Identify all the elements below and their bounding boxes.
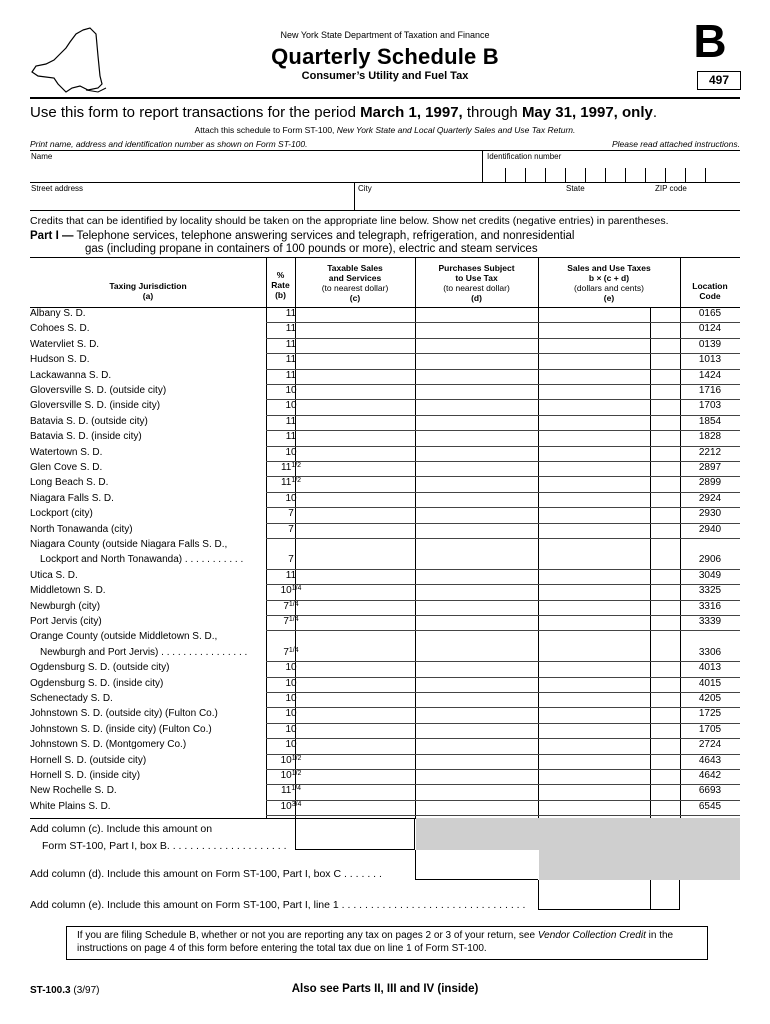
tax-rate: 7 (288, 523, 294, 535)
table-row (30, 477, 740, 492)
location-code: 1725 (698, 708, 722, 720)
taxes-cell[interactable] (539, 616, 659, 631)
taxable-sales-cell[interactable] (296, 785, 414, 800)
credits-note: Credits that can be identified by locality should be taken on the appropriate line below. Show net credits (negative entries) in parentheses. (30, 215, 669, 227)
table-row (30, 770, 740, 785)
location-code: 3316 (698, 600, 722, 612)
tax-rate: 10 (285, 739, 297, 751)
jurisdiction-name: Ogdensburg S. D. (outside city) (30, 662, 170, 674)
taxes-cell[interactable] (539, 755, 659, 770)
table-row (30, 785, 740, 800)
taxable-sales-cell[interactable] (296, 339, 414, 354)
tax-rate: $11^{1/2}$ (280, 462, 302, 473)
purchases-cell[interactable] (416, 385, 537, 400)
taxable-sales-cell[interactable] (296, 308, 414, 323)
purchases-cell[interactable] (416, 678, 537, 693)
table-row (30, 662, 740, 677)
agency-name: New York State Department of Taxation and Finance (280, 30, 490, 40)
tax-rate: 11 (285, 369, 297, 381)
taxable-sales-cell[interactable] (296, 354, 414, 369)
attach-instruction: Attach this schedule to Form ST-100, New York State and Local Quarterly Sales and Use Tax Return. (194, 125, 576, 135)
jurisdiction-name: Niagara County (outside Niagara Falls S. D., (30, 539, 228, 550)
jurisdiction-name: Hornell S. D. (outside city) (30, 754, 147, 766)
purchases-cell[interactable] (416, 539, 537, 570)
location-code: 2924 (698, 492, 722, 504)
location-code: 1716 (698, 385, 722, 396)
location-code: 3049 (698, 569, 722, 581)
tax-rate: 10 (285, 446, 297, 458)
tax-rate: 7 (288, 508, 294, 520)
purchases-cell[interactable] (416, 508, 537, 523)
purchases-cell[interactable] (416, 400, 537, 415)
jurisdiction-name: Watertown S. D. (30, 446, 103, 458)
table-row (30, 708, 740, 723)
location-code: 1854 (698, 415, 722, 427)
table-row (30, 308, 740, 323)
table-row (30, 524, 740, 539)
purchases-cell[interactable] (416, 585, 537, 600)
form-number-box: 497 (697, 71, 741, 90)
form-subtitle: Consumer’s Utility and Fuel Tax (301, 70, 469, 82)
location-code: 3339 (698, 616, 722, 627)
taxes-cell[interactable] (539, 477, 659, 492)
name-field[interactable] (30, 162, 480, 180)
tax-rate: 10 (285, 693, 297, 704)
jurisdiction-name: Port Jervis (city) (30, 616, 102, 627)
taxes-cell[interactable] (539, 631, 659, 662)
taxable-sales-cell[interactable] (296, 462, 414, 477)
taxes-cell[interactable] (539, 524, 659, 539)
tax-rate: $10^{3/4}$ (280, 800, 302, 812)
city-label: City (358, 184, 372, 193)
taxable-sales-cell[interactable] (296, 477, 414, 492)
purchases-cell[interactable] (416, 770, 537, 785)
purchases-cell[interactable] (416, 739, 537, 754)
street-address-label: Street address (31, 184, 84, 193)
location-code: 2212 (698, 446, 722, 458)
zip-code-field[interactable] (652, 194, 740, 208)
location-code: 6693 (698, 785, 722, 797)
total-e-label: Add column (e). Include this amount on Form ST-100, Part I, line 1 . . . . . . . . . . . . . . . . . . . . . . . . . . . . . . . . (30, 899, 526, 911)
table-row (30, 601, 740, 616)
name-label: Name (31, 152, 53, 161)
col-jurisdiction-header: Taxing Jurisdiction (a) (109, 281, 187, 301)
table-row (30, 616, 740, 631)
taxable-sales-cell[interactable] (296, 447, 414, 462)
taxes-cell[interactable] (539, 370, 659, 385)
location-code: 3306 (698, 646, 722, 658)
jurisdiction-name: Middletown S. D. (30, 585, 106, 597)
jurisdiction-name: Utica S. D. (30, 569, 78, 581)
tax-rate: 10 (285, 662, 297, 674)
city-field[interactable] (356, 194, 561, 208)
location-code: 1705 (698, 723, 722, 735)
taxes-cell[interactable] (539, 339, 659, 354)
table-row (30, 739, 740, 754)
taxes-cell[interactable] (539, 462, 659, 477)
location-code: 2906 (698, 554, 722, 566)
new-york-state-outline-icon (28, 26, 108, 94)
taxes-cell[interactable] (539, 539, 659, 570)
total-d-label: Add column (d). Include this amount on Form ST-100, Part I, box C . . . . . . . (30, 868, 382, 880)
purchases-cell[interactable] (416, 447, 537, 462)
table-row (30, 678, 740, 693)
see-also-note: Also see Parts II, III and IV (inside) (291, 983, 479, 995)
shaded-area (416, 818, 740, 850)
taxable-sales-cell[interactable] (296, 801, 414, 816)
taxable-sales-cell[interactable] (296, 585, 414, 600)
taxes-cell[interactable] (539, 708, 659, 723)
tax-rate: 10 (285, 708, 297, 720)
location-code: 2940 (698, 523, 722, 535)
purchases-cell[interactable] (416, 785, 537, 800)
jurisdiction-name: White Plains S. D. (30, 800, 111, 812)
taxable-sales-cell[interactable] (296, 570, 414, 585)
taxable-sales-cell[interactable] (296, 708, 414, 723)
tax-rate: 10 (285, 400, 297, 412)
table-row (30, 508, 740, 523)
jurisdiction-name: Hudson S. D. (30, 354, 90, 366)
taxable-sales-cell[interactable] (296, 323, 414, 338)
id-number-label: Identification number (487, 152, 562, 161)
purchases-cell[interactable] (416, 462, 537, 477)
jurisdiction-name: Schenectady S. D. (30, 693, 113, 704)
print-name-instruction: Print name, address and identification number as shown on Form ST-100. (30, 139, 308, 149)
purchases-cell[interactable] (416, 354, 537, 369)
tax-rate: $10^{1/2}$ (280, 754, 302, 766)
tax-rate: $10^{1/2}$ (280, 770, 302, 781)
purchases-cell[interactable] (416, 601, 537, 616)
jurisdiction-name: Watervliet S. D. (30, 338, 100, 350)
table-row (30, 385, 740, 400)
jurisdiction-name: Batavia S. D. (inside city) (30, 431, 142, 443)
total-d-box[interactable] (415, 850, 538, 880)
taxable-sales-cell[interactable] (296, 539, 414, 570)
purchases-cell[interactable] (416, 708, 537, 723)
jurisdiction-name: Gloversville S. D. (outside city) (30, 385, 167, 396)
location-code: 1703 (698, 400, 722, 412)
form-code: ST-100.3 (3/97) (30, 985, 100, 996)
taxes-cell[interactable] (539, 385, 659, 400)
jurisdiction-name: Johnstown S. D. (outside city) (Fulton Co.) (30, 708, 218, 720)
taxable-sales-cell[interactable] (296, 724, 414, 739)
taxes-cell[interactable] (539, 493, 659, 508)
taxable-sales-cell[interactable] (296, 508, 414, 523)
table-row (30, 493, 740, 508)
taxes-cell[interactable] (539, 662, 659, 677)
table-row (30, 323, 740, 338)
tax-rate: 11 (285, 415, 297, 427)
jurisdiction-name: Gloversville S. D. (inside city) (30, 400, 161, 412)
taxable-sales-cell[interactable] (296, 524, 414, 539)
taxes-cell[interactable] (539, 693, 659, 708)
taxable-sales-cell[interactable] (296, 693, 414, 708)
tax-rate: 11 (285, 308, 297, 319)
location-code: 4643 (698, 754, 722, 766)
taxable-sales-cell[interactable] (296, 631, 414, 662)
taxes-cell[interactable] (539, 739, 659, 754)
period-instruction: Use this form to report transactions for the period March 1, 1997, through May 31, 1997, only. (30, 104, 658, 121)
table-row (30, 693, 740, 708)
jurisdiction-name: Johnstown S. D. (inside city) (Fulton Co.) (30, 723, 212, 735)
table-row (30, 585, 740, 600)
table-row (30, 570, 740, 585)
table-row (30, 801, 740, 816)
taxes-cell[interactable] (539, 601, 659, 616)
taxes-cell[interactable] (539, 447, 659, 462)
taxable-sales-cell[interactable] (296, 370, 414, 385)
tax-rate: $11^{1/4}$ (280, 785, 302, 797)
taxable-sales-cell[interactable] (296, 493, 414, 508)
table-row (30, 354, 740, 369)
jurisdiction-name-cont: Lockport and North Tonawanda) . . . . . . . . . . . (40, 554, 244, 566)
location-code: 3325 (698, 585, 722, 597)
jurisdiction-name: Niagara Falls S. D. (30, 492, 114, 504)
col-location-code-header: Location Code (692, 281, 728, 301)
taxable-sales-cell[interactable] (296, 431, 414, 446)
vendor-credit-note: If you are filing Schedule B, whether or not you are reporting any tax on pages 2 or 3 of your return, see Vendor Collection Credit in the instructions on page 4 of this form before entering the total tax due on line 1 of Form ST-100. (66, 926, 708, 960)
jurisdiction-name: North Tonawanda (city) (30, 523, 133, 535)
location-code: 4205 (698, 693, 722, 704)
purchases-cell[interactable] (416, 308, 537, 323)
taxes-cell[interactable] (539, 724, 659, 739)
col-taxable-sales-header: Taxable Sales and Services (to nearest dollar) (c) (321, 263, 389, 303)
location-code: 0124 (698, 323, 722, 335)
zip-code-label: ZIP code (655, 184, 687, 193)
taxable-sales-cell[interactable] (296, 616, 414, 631)
tax-rate: 11 (285, 354, 297, 366)
location-code: 4015 (698, 677, 722, 689)
taxes-cell[interactable] (539, 801, 659, 816)
tax-rate: 10 (285, 385, 297, 396)
purchases-cell[interactable] (416, 631, 537, 662)
location-code: 1828 (698, 431, 722, 443)
table-row (30, 339, 740, 354)
id-number-field[interactable] (505, 168, 740, 182)
taxable-sales-cell[interactable] (296, 601, 414, 616)
tax-rate: 10 (285, 677, 297, 689)
taxes-cell[interactable] (539, 308, 659, 323)
total-c-label-1: Add column (c). Include this amount on (30, 823, 213, 835)
state-label: State (566, 184, 585, 193)
shaded-area (539, 850, 740, 880)
jurisdiction-name: Albany S. D. (30, 308, 86, 319)
jurisdiction-name: New Rochelle S. D. (30, 785, 117, 797)
purchases-cell[interactable] (416, 477, 537, 492)
jurisdiction-name: Johnstown S. D. (Montgomery Co.) (30, 739, 187, 751)
jurisdiction-name: Batavia S. D. (outside city) (30, 415, 148, 427)
taxable-sales-cell[interactable] (296, 770, 414, 785)
purchases-cell[interactable] (416, 570, 537, 585)
tax-rate: $7^{1/4}$ (283, 646, 299, 658)
purchases-cell[interactable] (416, 431, 537, 446)
state-field[interactable] (564, 194, 649, 208)
taxes-cell[interactable] (539, 508, 659, 523)
jurisdiction-name: Hornell S. D. (inside city) (30, 770, 141, 781)
taxable-sales-cell[interactable] (296, 755, 414, 770)
tax-rate: 11 (285, 431, 297, 443)
taxable-sales-cell[interactable] (296, 416, 414, 431)
location-code: 1013 (698, 354, 722, 366)
table-row (30, 447, 740, 462)
jurisdiction-name: Lockport (city) (30, 508, 93, 520)
purchases-cell[interactable] (416, 339, 537, 354)
tax-rate: 11 (285, 569, 297, 581)
taxes-cell[interactable] (539, 354, 659, 369)
jurisdiction-name: Ogdensburg S. D. (inside city) (30, 677, 164, 689)
please-read-instruction: Please read attached instructions. (611, 139, 740, 149)
taxes-cell[interactable] (539, 323, 659, 338)
tax-rate: 7 (288, 554, 294, 566)
taxable-sales-cell[interactable] (296, 400, 414, 415)
jurisdiction-name-cont: Newburgh and Port Jervis) . . . . . . . . . . . . . . . . (40, 646, 248, 658)
tax-rate: 10 (285, 723, 297, 735)
table-row (30, 416, 740, 431)
table-row (30, 400, 740, 415)
tax-rate: 10 (285, 492, 297, 504)
col-taxes-header: Sales and Use Taxes b × (c + d) (dollars and cents) (e) (567, 263, 651, 303)
purchases-cell[interactable] (416, 724, 537, 739)
jurisdiction-name: Cohoes S. D. (30, 323, 90, 335)
table-row (30, 370, 740, 385)
purchases-cell[interactable] (416, 693, 537, 708)
taxes-cell[interactable] (539, 785, 659, 800)
taxes-cell[interactable] (539, 585, 659, 600)
col-purchases-header: Purchases Subject to Use Tax (to nearest dollar) (d) (438, 263, 515, 303)
tax-rate: $10^{1/4}$ (280, 585, 302, 597)
total-c-box[interactable] (295, 818, 415, 850)
jurisdiction-name: Lackawanna S. D. (30, 369, 112, 381)
location-code: 2897 (698, 462, 722, 473)
table-row (30, 724, 740, 739)
part1-heading: Part I — Telephone services, telephone answering services and telegraph, refrigeration, and nonresidential (30, 230, 575, 242)
tax-rate: 11 (285, 338, 297, 350)
tax-rate: $11^{1/2}$ (280, 477, 302, 489)
table-row (30, 539, 740, 570)
purchases-cell[interactable] (416, 493, 537, 508)
street-address-field[interactable] (30, 194, 352, 208)
part1-description: gas (including propane in containers of 100 pounds or more), electric and steam services (85, 243, 538, 255)
taxable-sales-cell[interactable] (296, 739, 414, 754)
jurisdiction-name: Glen Cove S. D. (30, 462, 103, 473)
jurisdiction-name: Orange County (outside Middletown S. D., (30, 631, 218, 643)
location-code: 1424 (698, 369, 722, 381)
location-code: 6545 (698, 800, 722, 812)
purchases-cell[interactable] (416, 416, 537, 431)
tax-rate: $7^{1/4}$ (283, 600, 299, 612)
table-row (30, 431, 740, 446)
taxes-cell[interactable] (539, 770, 659, 785)
location-code: 4642 (698, 770, 722, 781)
taxes-cell[interactable] (539, 416, 659, 431)
table-row (30, 462, 740, 477)
table-row (30, 755, 740, 770)
total-e-box[interactable] (538, 880, 680, 910)
purchases-cell[interactable] (416, 370, 537, 385)
location-code: 0139 (698, 338, 722, 350)
location-code: 2724 (698, 739, 722, 751)
jurisdiction-name: Newburgh (city) (30, 600, 101, 612)
location-code: 2930 (698, 508, 722, 520)
table-row (30, 631, 740, 662)
taxable-sales-cell[interactable] (296, 385, 414, 400)
location-code: 4013 (698, 662, 722, 674)
purchases-cell[interactable] (416, 616, 537, 631)
tax-rate: 11 (285, 323, 297, 335)
total-c-label-2: Form ST-100, Part I, box B. . . . . . . . . . . . . . . . . . . . . (42, 840, 287, 852)
taxes-cell[interactable] (539, 400, 659, 415)
taxes-cell[interactable] (539, 570, 659, 585)
taxes-cell[interactable] (539, 678, 659, 693)
taxable-sales-cell[interactable] (296, 678, 414, 693)
purchases-cell[interactable] (416, 755, 537, 770)
location-code: 2899 (698, 477, 722, 489)
col-rate-header: % Rate (b) (271, 270, 290, 300)
jurisdiction-name: Long Beach S. D. (30, 477, 109, 489)
schedule-letter: B (693, 15, 727, 67)
location-code: 0165 (698, 308, 722, 319)
purchases-cell[interactable] (416, 662, 537, 677)
taxes-cell[interactable] (539, 431, 659, 446)
form-title: Quarterly Schedule B (271, 44, 499, 69)
taxable-sales-cell[interactable] (296, 662, 414, 677)
tax-rate: $7^{1/4}$ (283, 616, 299, 627)
purchases-cell[interactable] (416, 524, 537, 539)
purchases-cell[interactable] (416, 801, 537, 816)
purchases-cell[interactable] (416, 323, 537, 338)
